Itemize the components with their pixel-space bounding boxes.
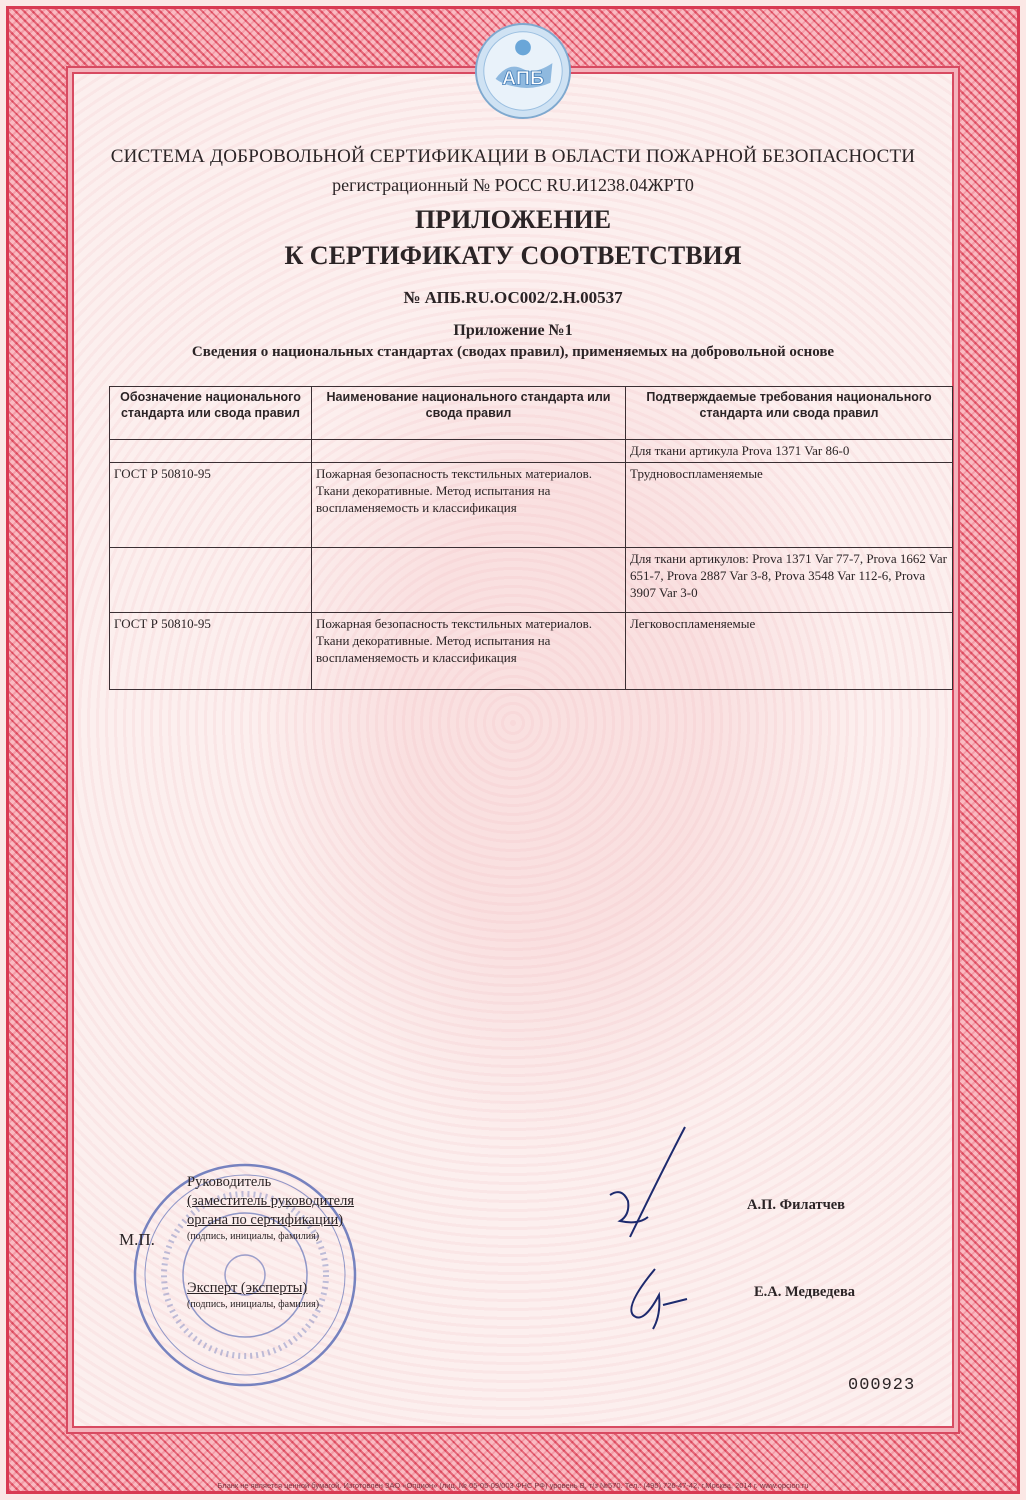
table-row bbox=[110, 463, 953, 548]
column-header: Наименование национального стандарта или свода правил bbox=[312, 387, 626, 440]
column-header: Обозначение национального стандарта или свода правил bbox=[110, 387, 312, 440]
expert-signature bbox=[615, 1265, 705, 1335]
footer-note: Бланк не является ценной бумагой. Изготовлен ЗАО «Опцион» (лиц. № 05-05-09/003 ФНС РФ) уровень В, т/з №570. Тел.: (495) 726-47-42, г.Москва, 2014 г. www.opcion.ru bbox=[217, 1481, 809, 1490]
head-signature bbox=[600, 1125, 700, 1245]
head-title-line-3: органа по сертификации) bbox=[187, 1212, 344, 1228]
expert-name: Е.А. Медведева bbox=[754, 1284, 856, 1300]
apb-logo bbox=[474, 22, 572, 120]
table-cell: ГОСТ Р 50810-95 bbox=[110, 613, 312, 690]
table-row bbox=[110, 548, 953, 613]
head-title-line-2: (заместитель руководителя bbox=[187, 1193, 355, 1209]
table-cell bbox=[110, 548, 312, 613]
head-title-line-1: Руководитель bbox=[187, 1174, 272, 1190]
standards-table bbox=[109, 386, 953, 690]
table-cell bbox=[312, 440, 626, 463]
head-signature-caption: (подпись, инициалы, фамилия) bbox=[187, 1231, 320, 1242]
table-cell: Для ткани артикула Prova 1371 Var 86-0 bbox=[626, 440, 953, 463]
title-line-2: К СЕРТИФИКАТУ СООТВЕТСТВИЯ bbox=[284, 241, 742, 270]
table-cell: ГОСТ Р 50810-95 bbox=[110, 463, 312, 548]
table-cell bbox=[110, 440, 312, 463]
expert-signature-caption: (подпись, инициалы, фамилия) bbox=[187, 1299, 320, 1310]
certificate-number: № АПБ.RU.ОС002/2.Н.00537 bbox=[403, 288, 623, 307]
table-cell: Трудновоспламеняемые bbox=[626, 463, 953, 548]
head-signature-block bbox=[187, 1173, 354, 1243]
table-cell bbox=[312, 548, 626, 613]
appendix-description: Сведения о национальных стандартах (сводах правил), применяемых на добровольной основе bbox=[191, 344, 835, 360]
table-cell: Пожарная безопасность текстильных материалов. Ткани декоративные. Метод испытания на воспламеняемость и классификация bbox=[312, 463, 626, 548]
expert-title: Эксперт (эксперты) bbox=[187, 1280, 308, 1296]
table-cell: Пожарная безопасность текстильных материалов. Ткани декоративные. Метод испытания на воспламеняемость и классификация bbox=[312, 613, 626, 690]
page-title bbox=[0, 202, 1026, 274]
expert-signature-block bbox=[187, 1279, 319, 1311]
seal-place-label: М.П. bbox=[119, 1230, 155, 1249]
system-title: СИСТЕМА ДОБРОВОЛЬНОЙ СЕРТИФИКАЦИИ В ОБЛАСТИ ПОЖАРНОЙ БЕЗОПАСНОСТИ bbox=[110, 146, 916, 167]
serial-number: 000923 bbox=[848, 1376, 916, 1395]
column-header: Подтверждаемые требования национального стандарта или свода правил bbox=[626, 387, 953, 440]
table-row bbox=[110, 613, 953, 690]
table-cell: Легковоспламеняемые bbox=[626, 613, 953, 690]
registration-number: регистрационный № РОСС RU.И1238.04ЖРТ0 bbox=[332, 175, 694, 195]
head-name: А.П. Филатчев bbox=[747, 1197, 846, 1213]
table-row bbox=[110, 440, 953, 463]
svg-text:АПБ: АПБ bbox=[501, 67, 545, 90]
table-header-row bbox=[110, 387, 953, 440]
title-line-1: ПРИЛОЖЕНИЕ bbox=[414, 205, 612, 234]
table-cell: Для ткани артикулов: Prova 1371 Var 77-7, Prova 1662 Var 651-7, Prova 2887 Var 3-8, Prova 3548 Var 112-6, Prova 3907 Var 3-0 bbox=[626, 548, 953, 613]
appendix-number: Приложение №1 bbox=[453, 322, 573, 339]
